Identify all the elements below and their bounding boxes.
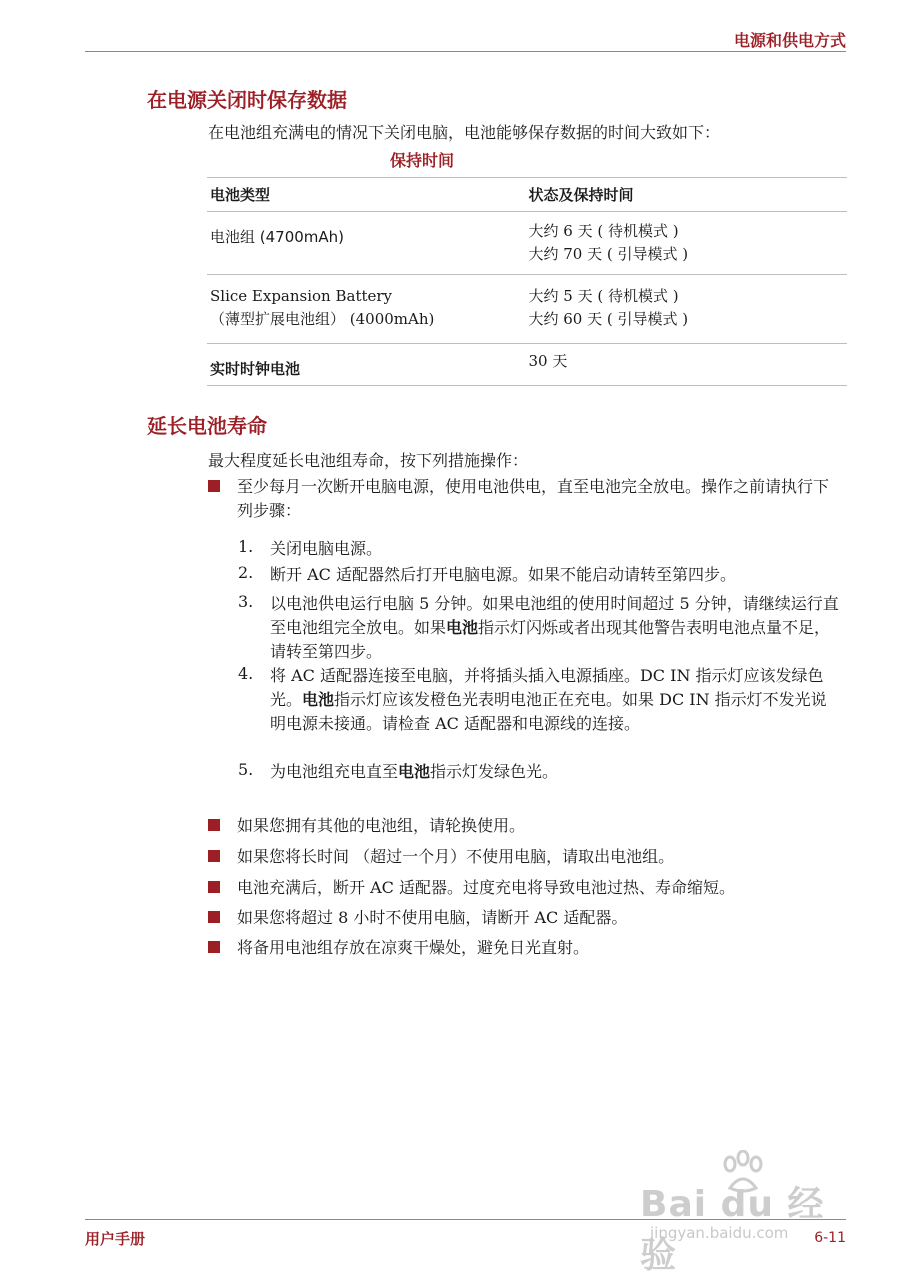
table-row (207, 212, 847, 275)
footer-divider (85, 1219, 846, 1220)
bullet-square-icon (208, 881, 220, 893)
list-item: 电池充满后，断开 AC 适配器。过度充电将导致电池过热、寿命缩短。 (208, 876, 837, 900)
header-divider (85, 51, 846, 52)
table-row (207, 275, 847, 344)
step-item: 2. 断开 AC 适配器然后打开电脑电源。如果不能启动请转至第四步。 (238, 563, 736, 584)
step-item: 5. 为电池组充电直至电池指示灯发绿色光。 (238, 760, 559, 781)
running-header-title: 电源和供电方式 (733, 31, 846, 50)
battery-keyword: 电池 (398, 762, 431, 781)
list-item: 将备用电池组存放在凉爽干燥处，避免日光直射。 (208, 936, 837, 960)
step-item: 4. 将 AC 适配器连接至电脑，并将插头插入电源插座。DC IN 指示灯应该发绿色光。电池指示灯应该发橙色光表明电池正在充电。如果 DC IN 指示灯不发光说明电源未接通。请检查 AC 适配器和电源线的连接。 (238, 664, 827, 733)
page-number: 6-11 (814, 1230, 846, 1246)
retention-time: 大约 6 天 ( 待机模式 ) (528, 222, 679, 240)
bullet-square-icon (208, 819, 220, 831)
step-item: 3. 以电池供电运行电脑 5 分钟。如果电池组的使用时间超过 5 分钟，请继续运行直至电池组完全放电。如果电池指示灯闪烁或者出现其他警告表明电池点量不足，请转至第四步。 (238, 592, 839, 661)
section-heading-save-data: 在电源关闭时保存数据 (147, 88, 347, 112)
list-item: 如果您将长时间 （超过一个月）不使用电脑，请取出电池组。 (208, 845, 837, 869)
section-heading-extend-life: 延长电池寿命 (147, 414, 267, 438)
footer-manual-label: 用户手册 (85, 1230, 146, 1248)
battery-type: Slice Expansion Battery (210, 287, 393, 305)
table-caption: 保持时间 (390, 151, 455, 170)
watermark-url: jingyan.baidu.com (650, 1224, 789, 1242)
section2-intro: 最大程度延长电池组寿命，按下列措施操作： (208, 451, 529, 470)
bullet-square-icon (208, 941, 220, 953)
battery-type-sub: （薄型扩展电池组） (4000mAh) (210, 310, 435, 328)
step-item: 1. 关闭电脑电源。 (238, 537, 383, 558)
retention-time: 大约 5 天 ( 待机模式 ) (528, 287, 679, 305)
battery-keyword: 电池 (302, 690, 335, 709)
table-header-row (207, 178, 847, 212)
retention-time: 大约 70 天 ( 引导模式 ) (528, 245, 689, 263)
bullet-square-icon (208, 911, 220, 923)
retention-time: 大约 60 天 ( 引导模式 ) (528, 310, 689, 328)
watermark-brand: Bai du 经验 (640, 1184, 825, 1276)
section1-intro: 在电池组充满电的情况下关闭电脑，电池能够保存数据的时间大致如下： (208, 123, 721, 142)
list-item: 如果您拥有其他的电池组，请轮换使用。 (208, 814, 837, 838)
table-row (207, 344, 847, 386)
bullet-square-icon (208, 850, 220, 862)
battery-keyword: 电池 (446, 618, 479, 637)
battery-type: 电池组 (4700mAh) (210, 228, 345, 246)
col-header-retention: 状态及保持时间 (528, 186, 634, 204)
list-item: 如果您将超过 8 小时不使用电脑，请断开 AC 适配器。 (208, 906, 837, 930)
retention-table (207, 177, 847, 386)
retention-time: 30 天 (528, 352, 568, 370)
bullet-square-icon (208, 480, 220, 492)
col-header-battery-type: 电池类型 (210, 186, 271, 204)
battery-type: 实时时钟电池 (210, 360, 301, 378)
list-item: 至少每月一次断开电脑电源，使用电池供电，直至电池完全放电。操作之前请执行下列步骤： (208, 475, 837, 523)
